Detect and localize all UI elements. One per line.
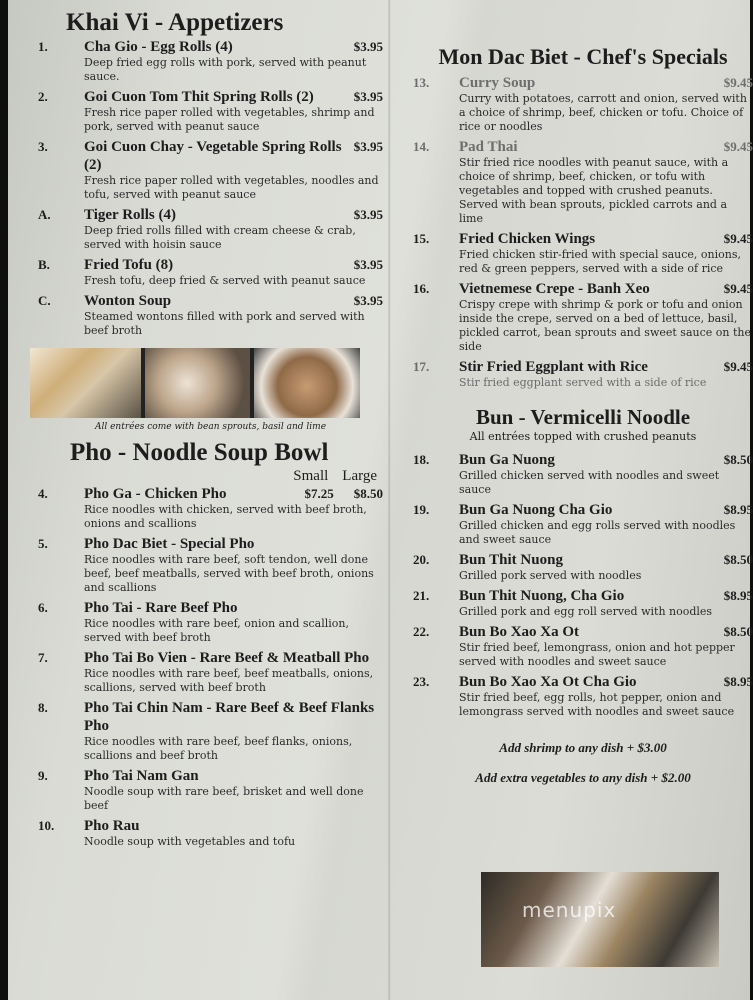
item-number: 7.	[38, 650, 48, 665]
menu-item-10	[38, 817, 383, 849]
small-price: $7.25	[304, 486, 334, 501]
item-number: 9.	[38, 768, 48, 783]
item-price: $3.95	[353, 257, 383, 272]
item-price: $8.95	[723, 502, 753, 517]
item-description: Grilled pork and egg roll served with noodles	[459, 605, 713, 618]
menu-item-9	[38, 767, 383, 813]
menu-item-3	[38, 138, 383, 202]
item-name: Pho Tai Nam Gan	[84, 768, 199, 784]
item-number: A.	[38, 207, 51, 222]
item-name: Pho Tai - Rare Beef Pho	[84, 600, 238, 616]
item-description: Grilled pork served with noodles	[459, 569, 642, 582]
item-name: Goi Cuon Tom Thit Spring Rolls (2)	[84, 89, 314, 105]
item-number: 22.	[413, 624, 430, 639]
item-description: Stir fried eggplant served with a side of rice	[459, 376, 707, 389]
item-price: $3.95	[353, 293, 383, 308]
item-description: Rice noodles with rare beef, beef meatballs, onions, scallions, served with beef broth	[84, 667, 374, 694]
item-number: 23.	[413, 674, 430, 689]
item-price: $9.45	[723, 281, 753, 296]
item-description: Noodle soup with rare beef, brisket and well done beef	[84, 785, 364, 812]
item-number: 2.	[38, 89, 48, 104]
item-description: Fresh rice paper rolled with vegetables, noodles and tofu, served with peanut sauce	[84, 174, 379, 201]
extra-veg-note: Add extra vegetables to any dish + $2.00	[475, 770, 691, 785]
item-number: B.	[38, 257, 50, 272]
item-name: Fried Chicken Wings	[459, 231, 596, 247]
pho-section-title: Pho - Noodle Soup Bowl	[70, 439, 329, 466]
large-label: Large	[342, 468, 377, 484]
item-price: $9.45	[723, 75, 753, 90]
item-number: 8.	[38, 700, 48, 715]
item-description: Fried chicken stir-fried with special sauce, onions, red & green peppers, served with a side of rice	[459, 248, 741, 275]
item-price: $3.95	[353, 207, 383, 222]
item-number: 3.	[38, 139, 48, 154]
item-name: Pho Ga - Chicken Pho	[84, 486, 227, 502]
item-price: $8.50	[723, 452, 753, 467]
menu-item-19	[413, 501, 753, 547]
menu-item-16	[413, 280, 753, 354]
item-price: $9.45	[723, 139, 753, 154]
specials-title: Mon Dac Biet - Chef's Specials	[438, 44, 728, 69]
menu-item-18	[413, 451, 753, 497]
item-name: Tiger Rolls (4)	[84, 207, 176, 223]
item-number: 17.	[413, 359, 430, 374]
menu-item-7	[38, 649, 383, 695]
menu-item-20	[413, 551, 753, 583]
item-description: Stir fried beef, egg rolls, hot pepper, onion and lemongrass served with noodles and sweet sauce	[459, 691, 735, 718]
item-price: $9.45	[723, 231, 753, 246]
item-name: Pad Thai	[459, 139, 518, 155]
menu-item-A	[38, 206, 383, 252]
large-price: $8.50	[353, 486, 383, 501]
menu-item-C	[38, 292, 383, 338]
pho-list	[38, 485, 383, 849]
menu-item-23	[413, 673, 753, 719]
item-number: 4.	[38, 486, 48, 501]
menu-item-8	[38, 699, 383, 763]
item-price: $3.95	[353, 89, 383, 104]
extras-note	[413, 733, 753, 793]
item-price: $8.50	[723, 624, 753, 639]
item-description: Rice noodles with rare beef, onion and scallion, served with beef broth	[84, 617, 349, 644]
page-fold	[388, 0, 391, 1000]
sauces-photo	[145, 348, 251, 418]
item-name: Bun Ga Nuong	[459, 452, 555, 468]
item-name: Bun Ga Nuong Cha Gio	[459, 502, 613, 518]
item-description: Crispy crepe with shrimp & pork or tofu and onion inside the crepe, served on a bed of lettuce, basil, pickled carrot, bean sprouts and sweet sauce on the side	[459, 298, 751, 353]
photo-caption: All entrées come with bean sprouts, basil and lime	[94, 422, 327, 432]
pho-bowl-photo	[254, 348, 360, 418]
item-number: 19.	[413, 502, 430, 517]
menu-item-13	[413, 74, 753, 134]
item-number: 18.	[413, 452, 430, 467]
menu-item-22	[413, 623, 753, 669]
menu-item-21	[413, 587, 753, 619]
item-description: Steamed wontons filled with pork and served with beef broth	[84, 310, 365, 337]
item-price: $3.95	[353, 139, 383, 154]
item-description: Stir fried rice noodles with peanut sauce, with a choice of shrimp, beef, chicken, or tofu with vegetables and topped with crushed peanuts. Served with bean sprouts, pickled carrots and a lime	[459, 156, 729, 225]
left-column	[38, 8, 383, 853]
small-label: Small	[293, 468, 329, 484]
menu-item-15	[413, 230, 753, 276]
item-name: Bun Thit Nuong, Cha Gio	[459, 588, 625, 604]
item-price: $3.95	[353, 39, 383, 54]
appetizers-list	[38, 38, 383, 338]
item-number: 21.	[413, 588, 430, 603]
bun-section-title: Bun - Vermicelli Noodle	[475, 405, 691, 429]
item-name: Bun Bo Xao Xa Ot	[459, 624, 580, 640]
menu-item-6	[38, 599, 383, 645]
item-name: Pho Tai Bo Vien - Rare Beef & Meatball Pho	[84, 650, 370, 666]
item-name: Pho Dac Biet - Special Pho	[84, 536, 255, 552]
menu-page	[8, 0, 753, 1000]
item-number: C.	[38, 293, 51, 308]
item-description: Grilled chicken served with noodles and sweet sauce	[459, 469, 720, 496]
item-number: 20.	[413, 552, 430, 567]
bun-subtitle: All entrées topped with crushed peanuts	[469, 430, 697, 443]
item-description: Deep fried egg rolls with pork, served with peanut sauce.	[84, 56, 367, 83]
item-name: Goi Cuon Chay - Vegetable Spring Rolls (2)	[84, 139, 342, 173]
item-number: 6.	[38, 600, 48, 615]
item-number: 15.	[413, 231, 430, 246]
appetizer-photo-strip	[30, 348, 360, 418]
item-price: $9.45	[723, 359, 753, 374]
item-description: Curry with potatoes, carrott and onion, served with a choice of shrimp, beef, chicken or tofu. Choice of rice or noodles	[459, 92, 747, 133]
specials-list	[413, 74, 753, 390]
item-price: $8.95	[723, 588, 753, 603]
item-name: Bun Thit Nuong	[459, 552, 563, 568]
item-name: Stir Fried Eggplant with Rice	[459, 359, 648, 375]
item-name: Pho Tai Chin Nam - Rare Beef & Beef Flanks Pho	[84, 700, 375, 734]
extra-shrimp-note: Add shrimp to any dish + $3.00	[499, 740, 667, 755]
spring-rolls-photo	[30, 348, 141, 418]
item-description: Grilled chicken and egg rolls served with noodles and sweet sauce	[459, 519, 736, 546]
bun-list	[413, 451, 753, 719]
item-description: Fresh tofu, deep fried & served with peanut sauce	[84, 274, 366, 287]
item-name: Wonton Soup	[84, 293, 172, 309]
item-name: Bun Bo Xao Xa Ot Cha Gio	[459, 674, 637, 690]
item-number: 1.	[38, 39, 48, 54]
item-price: $8.50	[723, 552, 753, 567]
item-price: $8.95	[723, 674, 753, 689]
item-number: 16.	[413, 281, 430, 296]
item-name: Curry Soup	[459, 75, 536, 91]
item-description: Fresh rice paper rolled with vegetables, shrimp and pork, served with peanut sauce	[84, 106, 375, 133]
item-name: Cha Gio - Egg Rolls (4)	[84, 39, 233, 55]
watermark-logo: menupix	[522, 898, 617, 922]
item-number: 10.	[38, 818, 55, 833]
menu-item-4	[38, 485, 383, 531]
item-description: Deep fried rolls filled with cream cheese & crab, served with hoisin sauce	[84, 224, 356, 251]
item-description: Noodle soup with vegetables and tofu	[84, 835, 296, 848]
menu-item-1	[38, 38, 383, 84]
menu-item-B	[38, 256, 383, 288]
item-name: Pho Rau	[84, 818, 140, 834]
item-name: Fried Tofu (8)	[84, 257, 174, 273]
menu-item-5	[38, 535, 383, 595]
menu-item-14	[413, 138, 753, 226]
item-description: Stir fried beef, lemongrass, onion and hot pepper served with noodles and sweet sauce	[459, 641, 735, 668]
appetizers-title: Khai Vi - Appetizers	[66, 9, 284, 36]
item-description: Rice noodles with chicken, served with beef broth, onions and scallions	[84, 503, 367, 530]
item-number: 5.	[38, 536, 48, 551]
right-column	[413, 42, 753, 793]
menu-item-2	[38, 88, 383, 134]
menu-item-17	[413, 358, 753, 390]
item-number: 13.	[413, 75, 430, 90]
item-name: Vietnemese Crepe - Banh Xeo	[459, 281, 650, 297]
item-number: 14.	[413, 139, 430, 154]
item-description: Rice noodles with rare beef, beef flanks, onions, scallions and beef broth	[84, 735, 353, 762]
size-header	[38, 468, 377, 485]
item-description: Rice noodles with rare beef, soft tendon, well done beef, beef meatballs, served with beef broth, onions and scallions	[84, 553, 374, 594]
